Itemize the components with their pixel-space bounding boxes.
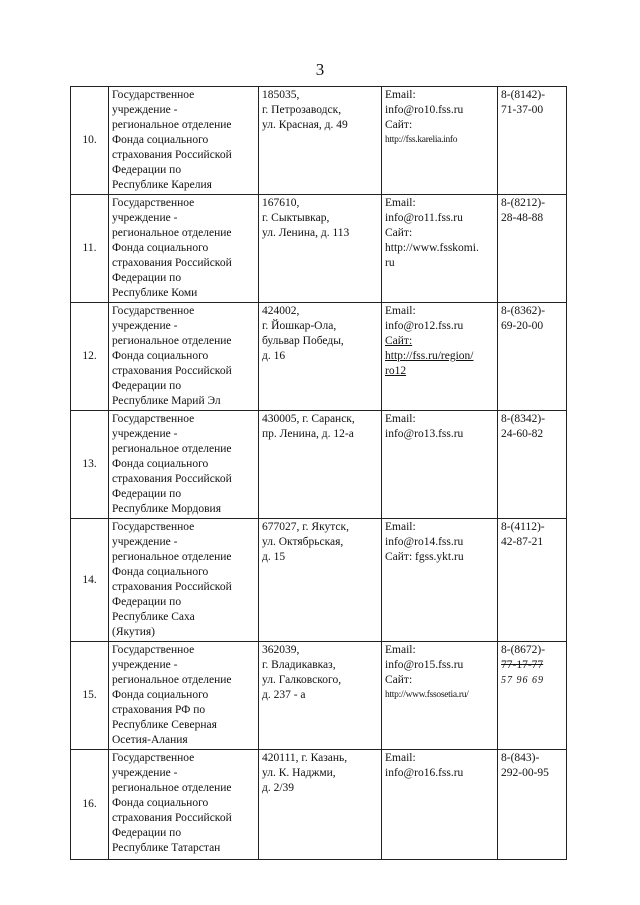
phone-cell [498, 303, 567, 411]
phone-line: 292-00-95 [501, 767, 549, 779]
organization-line: страхования Российской [112, 581, 232, 593]
table-row [71, 750, 567, 860]
organization-line: (Якутия) [112, 626, 155, 638]
organization-line: страхования Российской [112, 365, 232, 377]
address-cell [259, 195, 382, 303]
organization-line: учреждение - [112, 320, 178, 332]
organization-line: Государственное [112, 752, 195, 764]
organization-line: учреждение - [112, 428, 178, 440]
address-line: г. Йошкар-Ола, [262, 320, 337, 332]
contact-line: Email: [385, 521, 416, 533]
row-number: 16. [71, 750, 109, 860]
address-line: 420111, г. Казань, [262, 752, 348, 764]
contact-line: http://fss.ru/region/ [385, 350, 474, 362]
contact-line: http://www.fssosetia.ru/ [385, 690, 469, 700]
address-line: д. 16 [262, 350, 286, 362]
organization-line: Фонда социального [112, 566, 209, 578]
phone-line: 71-37-00 [501, 104, 544, 116]
organization-line: Республике Коми [112, 287, 198, 299]
address-line: ул. Ленина, д. 113 [262, 227, 350, 239]
row-number: 12. [71, 303, 109, 411]
phone-cell [498, 411, 567, 519]
contact-line: info@ro11.fss.ru [385, 212, 463, 224]
organization-line: учреждение - [112, 212, 178, 224]
organization-line: Фонда социального [112, 350, 209, 362]
organization-line: Федерации по [112, 488, 182, 500]
phone-line: 8-(8212)- [501, 197, 546, 209]
row-number: 11. [71, 195, 109, 303]
address-line: 185035, [262, 89, 300, 101]
contact-line: http://fss.karelia.info [385, 135, 458, 145]
organization-cell [109, 303, 259, 411]
address-line: ул. К. Наджми, [262, 767, 336, 779]
row-number: 15. [71, 642, 109, 750]
contact-line: Email: [385, 413, 416, 425]
table-row [71, 195, 567, 303]
organization-line: учреждение - [112, 659, 178, 671]
address-line: бульвар Победы, [262, 335, 344, 347]
contact-line: http://www.fsskomi. [385, 242, 479, 254]
page-number: 3 [315, 60, 325, 79]
address-line: 167610, [262, 197, 300, 209]
organization-line: Государственное [112, 89, 195, 101]
organization-line: Фонда социального [112, 797, 209, 809]
contact-line: Сайт: [385, 119, 413, 131]
organization-line: страхования Российской [112, 812, 232, 824]
organization-line: Государственное [112, 521, 195, 533]
phone-line: 8-(843)- [501, 752, 540, 764]
phone-line: 69-20-00 [501, 320, 544, 332]
row-number: 14. [71, 519, 109, 642]
phone-cell [498, 195, 567, 303]
organization-line: Федерации по [112, 164, 182, 176]
phone-line: 8-(8342)- [501, 413, 546, 425]
organization-line: Федерации по [112, 272, 182, 284]
organization-line: учреждение - [112, 536, 178, 548]
organization-line: страхования Российской [112, 473, 232, 485]
phone-cell [498, 87, 567, 195]
address-line: ул. Октябрьская, [262, 536, 344, 548]
organization-line: региональное отделение [112, 119, 232, 131]
contacts-cell [382, 87, 498, 195]
organization-line: страхования Российской [112, 149, 232, 161]
organization-line: региональное отделение [112, 227, 232, 239]
address-line: 677027, г. Якутск, [262, 521, 349, 533]
organization-line: Республике Татарстан [112, 842, 221, 854]
contact-line: Сайт: [385, 227, 413, 239]
address-cell [259, 519, 382, 642]
table-row [71, 519, 567, 642]
organization-line: Фонда социального [112, 458, 209, 470]
contact-line: ro12 [385, 365, 407, 377]
organization-line: Государственное [112, 197, 195, 209]
phone-line: 28-48-88 [501, 212, 544, 224]
organization-line: региональное отделение [112, 782, 232, 794]
phone-line: 24-60-82 [501, 428, 544, 440]
table-row [71, 411, 567, 519]
organization-line: региональное отделение [112, 443, 232, 455]
phone-line: 8-(4112)- [501, 521, 545, 533]
address-cell [259, 750, 382, 860]
contact-line: info@ro12.fss.ru [385, 320, 464, 332]
address-line: ул. Галковского, [262, 674, 342, 686]
address-cell [259, 303, 382, 411]
address-line: г. Петрозаводск, [262, 104, 342, 116]
address-line: д. 237 - а [262, 689, 306, 701]
contact-line: Email: [385, 752, 416, 764]
organization-line: Республике Марий Эл [112, 395, 221, 407]
organization-line: Фонда социального [112, 689, 209, 701]
organization-cell [109, 750, 259, 860]
contact-line: Email: [385, 89, 416, 101]
contacts-cell [382, 750, 498, 860]
phone-line: 57 96 69 [501, 675, 544, 686]
organization-cell [109, 87, 259, 195]
contact-line: Сайт: fgss.ykt.ru [385, 551, 464, 563]
organization-line: страхования Российской [112, 257, 232, 269]
organization-cell [109, 519, 259, 642]
organization-line: Республике Карелия [112, 179, 212, 191]
address-line: г. Сыктывкар, [262, 212, 330, 224]
phone-line: 8-(8672)- [501, 644, 546, 656]
phone-line: 77-17-77 [501, 659, 544, 671]
phone-cell [498, 642, 567, 750]
table-row [71, 303, 567, 411]
phone-cell [498, 519, 567, 642]
row-number: 10. [71, 87, 109, 195]
organization-line: Государственное [112, 305, 195, 317]
row-number: 13. [71, 411, 109, 519]
address-line: ул. Красная, д. 49 [262, 119, 348, 131]
address-cell [259, 87, 382, 195]
table-body [71, 87, 567, 860]
phone-cell [498, 750, 567, 860]
contact-line: Сайт: [385, 335, 413, 347]
organization-line: Республике Мордовия [112, 503, 221, 515]
contact-line: info@ro16.fss.ru [385, 767, 464, 779]
organization-line: страхования РФ по [112, 704, 206, 716]
address-line: пр. Ленина, д. 12-а [262, 428, 354, 440]
organization-line: учреждение - [112, 104, 178, 116]
organization-cell [109, 642, 259, 750]
address-cell [259, 642, 382, 750]
table-row [71, 642, 567, 750]
regional-offices-table [70, 86, 567, 860]
organization-line: региональное отделение [112, 335, 232, 347]
address-cell [259, 411, 382, 519]
table-row [71, 87, 567, 195]
contacts-cell [382, 411, 498, 519]
contact-line: info@ro13.fss.ru [385, 428, 464, 440]
contacts-cell [382, 303, 498, 411]
address-line: 430005, г. Саранск, [262, 413, 355, 425]
organization-cell [109, 411, 259, 519]
organization-line: Федерации по [112, 380, 182, 392]
organization-line: Республике Северная [112, 719, 217, 731]
contact-line: Email: [385, 644, 416, 656]
contact-line: info@ro14.fss.ru [385, 536, 464, 548]
phone-line: 8-(8142)- [501, 89, 546, 101]
organization-line: региональное отделение [112, 674, 232, 686]
organization-line: Государственное [112, 413, 195, 425]
organization-line: Федерации по [112, 827, 182, 839]
organization-line: Фонда социального [112, 134, 209, 146]
organization-cell [109, 195, 259, 303]
contact-line: Email: [385, 305, 416, 317]
phone-line: 42-87-21 [501, 536, 544, 548]
organization-line: Государственное [112, 644, 195, 656]
organization-line: Федерации по [112, 596, 182, 608]
organization-line: Фонда социального [112, 242, 209, 254]
address-line: г. Владикавказ, [262, 659, 336, 671]
address-line: 362039, [262, 644, 300, 656]
address-line: 424002, [262, 305, 300, 317]
contacts-cell [382, 519, 498, 642]
contact-line: Сайт: [385, 674, 413, 686]
contact-line: Email: [385, 197, 416, 209]
phone-line: 8-(8362)- [501, 305, 546, 317]
organization-line: Республике Саха [112, 611, 195, 623]
organization-line: Осетия-Алания [112, 734, 188, 746]
contacts-cell [382, 642, 498, 750]
contact-line: info@ro15.fss.ru [385, 659, 464, 671]
address-line: д. 15 [262, 551, 286, 563]
contact-line: info@ro10.fss.ru [385, 104, 464, 116]
organization-line: учреждение - [112, 767, 178, 779]
contacts-cell [382, 195, 498, 303]
contact-line: ru [385, 257, 395, 269]
address-line: д. 2/39 [262, 782, 295, 794]
organization-line: региональное отделение [112, 551, 232, 563]
